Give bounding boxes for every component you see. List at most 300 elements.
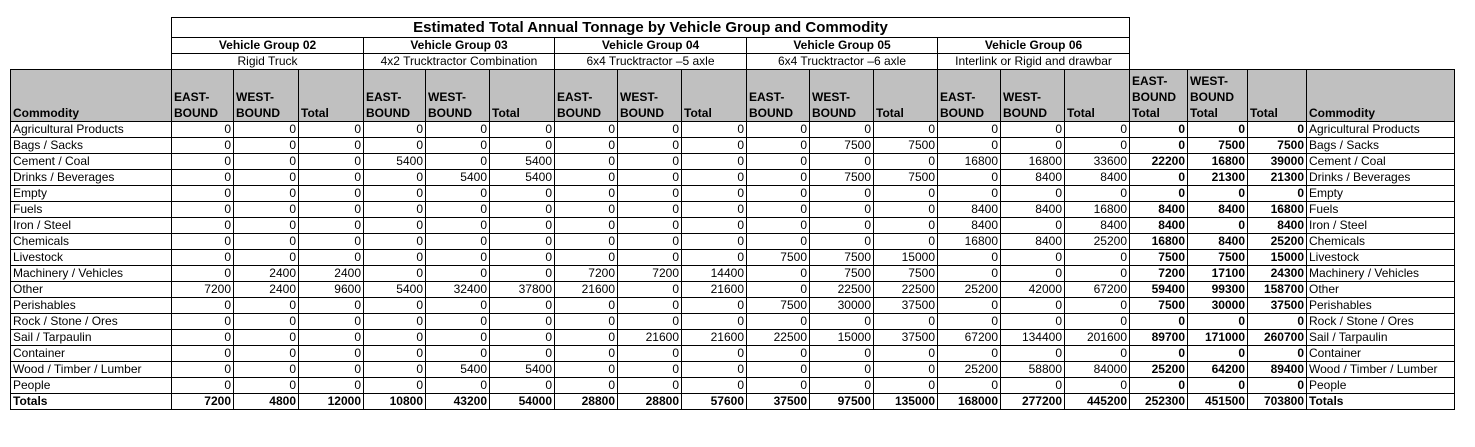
value-cell: 0	[555, 378, 618, 394]
row-total-cell: 15000	[1248, 250, 1307, 266]
value-cell: 0	[810, 234, 874, 250]
value-cell: 15000	[874, 250, 938, 266]
value-cell: 0	[364, 314, 426, 330]
value-cell: 0	[234, 362, 299, 378]
commodity-cell-right: Container	[1307, 346, 1455, 362]
value-cell: 0	[874, 122, 938, 138]
column-total-cell: 10800	[364, 394, 426, 410]
value-cell: 0	[490, 122, 555, 138]
value-cell: 0	[810, 202, 874, 218]
value-cell: 0	[426, 186, 490, 202]
value-cell: 0	[426, 346, 490, 362]
value-cell: 5400	[426, 362, 490, 378]
commodity-cell: Bags / Sacks	[11, 138, 172, 154]
row-total-cell: 7500	[1188, 250, 1248, 266]
vehicle-group-04: Vehicle Group 04	[555, 38, 747, 54]
value-cell: 0	[618, 378, 682, 394]
value-cell: 0	[299, 154, 364, 170]
value-cell: 0	[938, 314, 1001, 330]
row-total-cell: 0	[1188, 122, 1248, 138]
value-cell: 7500	[874, 170, 938, 186]
value-cell: 0	[1001, 346, 1065, 362]
row-total-cell: 0	[1188, 314, 1248, 330]
value-cell: 0	[364, 186, 426, 202]
row-total-cell: 0	[1248, 378, 1307, 394]
table-row	[11, 314, 1455, 330]
header-total: Total	[1065, 70, 1130, 122]
row-total-cell: 0	[1130, 346, 1188, 362]
value-cell: 0	[299, 170, 364, 186]
vehicle-group-05-subtitle: 6x4 Trucktractor –6 axle	[747, 54, 938, 70]
commodity-cell: Cement / Coal	[11, 154, 172, 170]
value-cell: 0	[618, 186, 682, 202]
row-total-cell: 0	[1130, 378, 1188, 394]
commodity-cell-right: Agricultural Products	[1307, 122, 1455, 138]
value-cell: 8400	[1001, 234, 1065, 250]
row-total-cell: 16800	[1248, 202, 1307, 218]
row-total-cell: 0	[1130, 170, 1188, 186]
header-eastbound: EAST-BOUND	[747, 70, 810, 122]
value-cell: 0	[747, 218, 810, 234]
value-cell: 21600	[682, 330, 747, 346]
value-cell: 7200	[618, 266, 682, 282]
value-cell: 0	[426, 138, 490, 154]
commodity-cell-right: Livestock	[1307, 250, 1455, 266]
value-cell: 0	[682, 314, 747, 330]
column-total-cell: 445200	[1065, 394, 1130, 410]
value-cell: 0	[364, 362, 426, 378]
value-cell: 8400	[1001, 170, 1065, 186]
value-cell: 0	[426, 330, 490, 346]
column-total-cell: 277200	[1001, 394, 1065, 410]
value-cell: 0	[299, 122, 364, 138]
row-total-cell: 158700	[1248, 282, 1307, 298]
commodity-cell-right: Other	[1307, 282, 1455, 298]
value-cell: 0	[747, 234, 810, 250]
value-cell: 0	[490, 138, 555, 154]
value-cell: 0	[490, 202, 555, 218]
vehicle-group-02-subtitle: Rigid Truck	[172, 54, 364, 70]
value-cell: 0	[1065, 298, 1130, 314]
commodity-cell-right: Chemicals	[1307, 234, 1455, 250]
value-cell: 0	[747, 202, 810, 218]
value-cell: 0	[747, 378, 810, 394]
value-cell: 8400	[1065, 218, 1130, 234]
commodity-cell: Rock / Stone / Ores	[11, 314, 172, 330]
value-cell: 15000	[810, 330, 874, 346]
row-total-cell: 17100	[1188, 266, 1248, 282]
value-cell: 0	[874, 362, 938, 378]
vehicle-group-06: Vehicle Group 06	[938, 38, 1130, 54]
row-total-cell: 171000	[1188, 330, 1248, 346]
row-total-cell: 0	[1188, 186, 1248, 202]
value-cell: 0	[490, 266, 555, 282]
value-cell: 22500	[747, 330, 810, 346]
value-cell: 134400	[1001, 330, 1065, 346]
table-title: Estimated Total Annual Tonnage by Vehicle Group and Commodity	[172, 18, 1130, 38]
commodity-cell-right: Perishables	[1307, 298, 1455, 314]
column-total-cell: 54000	[490, 394, 555, 410]
value-cell: 0	[426, 202, 490, 218]
vehicle-group-05: Vehicle Group 05	[747, 38, 938, 54]
value-cell: 0	[234, 234, 299, 250]
header-westbound: WEST-BOUND	[810, 70, 874, 122]
table-row	[11, 330, 1455, 346]
column-total-cell: 168000	[938, 394, 1001, 410]
value-cell: 0	[1001, 218, 1065, 234]
value-cell: 0	[618, 154, 682, 170]
value-cell: 0	[618, 250, 682, 266]
value-cell: 0	[234, 218, 299, 234]
column-total-cell: 12000	[299, 394, 364, 410]
table-row	[11, 154, 1455, 170]
value-cell: 0	[810, 362, 874, 378]
value-cell: 0	[682, 154, 747, 170]
value-cell: 7500	[810, 170, 874, 186]
table-row	[11, 218, 1455, 234]
value-cell: 0	[364, 138, 426, 154]
value-cell: 0	[682, 378, 747, 394]
header-total: Total	[682, 70, 747, 122]
commodity-cell-right: Machinery / Vehicles	[1307, 266, 1455, 282]
value-cell: 8400	[938, 202, 1001, 218]
value-cell: 0	[682, 186, 747, 202]
value-cell: 0	[555, 234, 618, 250]
header-eastbound: EAST-BOUND	[172, 70, 234, 122]
column-total-cell: 57600	[682, 394, 747, 410]
value-cell: 67200	[1065, 282, 1130, 298]
value-cell: 0	[938, 138, 1001, 154]
value-cell: 0	[810, 314, 874, 330]
commodity-cell-right: Cement / Coal	[1307, 154, 1455, 170]
row-total-cell: 8400	[1188, 202, 1248, 218]
value-cell: 0	[682, 138, 747, 154]
value-cell: 0	[172, 218, 234, 234]
row-total-cell: 7500	[1188, 138, 1248, 154]
table-row	[11, 266, 1455, 282]
value-cell: 0	[747, 266, 810, 282]
value-cell: 5400	[490, 170, 555, 186]
column-total-cell: 97500	[810, 394, 874, 410]
value-cell: 0	[426, 250, 490, 266]
commodity-cell-right: Empty	[1307, 186, 1455, 202]
value-cell: 0	[172, 154, 234, 170]
value-cell: 0	[364, 250, 426, 266]
vehicle-group-03-subtitle: 4x2 Trucktractor Combination	[364, 54, 555, 70]
value-cell: 0	[618, 314, 682, 330]
value-cell: 0	[555, 186, 618, 202]
row-total-cell: 24300	[1248, 266, 1307, 282]
value-cell: 0	[1065, 122, 1130, 138]
value-cell: 0	[299, 378, 364, 394]
row-total-cell: 8400	[1130, 202, 1188, 218]
value-cell: 16800	[938, 154, 1001, 170]
totals-label-right: Totals	[1307, 394, 1455, 410]
value-cell: 0	[490, 186, 555, 202]
value-cell: 30000	[810, 298, 874, 314]
row-total-cell: 8400	[1130, 218, 1188, 234]
value-cell: 0	[747, 362, 810, 378]
value-cell: 0	[172, 298, 234, 314]
value-cell: 0	[234, 202, 299, 218]
commodity-cell: Chemicals	[11, 234, 172, 250]
commodity-cell-right: People	[1307, 378, 1455, 394]
value-cell: 5400	[364, 154, 426, 170]
value-cell: 0	[1001, 122, 1065, 138]
value-cell: 0	[682, 122, 747, 138]
value-cell: 0	[234, 378, 299, 394]
value-cell: 0	[747, 346, 810, 362]
value-cell: 0	[490, 378, 555, 394]
value-cell: 0	[1001, 314, 1065, 330]
value-cell: 7500	[810, 266, 874, 282]
value-cell: 0	[299, 186, 364, 202]
value-cell: 0	[682, 362, 747, 378]
value-cell: 32400	[426, 282, 490, 298]
value-cell: 33600	[1065, 154, 1130, 170]
value-cell: 2400	[299, 266, 364, 282]
row-total-cell: 0	[1248, 122, 1307, 138]
commodity-cell: Perishables	[11, 298, 172, 314]
row-total-cell: 260700	[1248, 330, 1307, 346]
commodity-cell: Empty	[11, 186, 172, 202]
value-cell: 21600	[618, 330, 682, 346]
value-cell: 0	[172, 122, 234, 138]
table-row	[11, 122, 1455, 138]
table-row	[11, 234, 1455, 250]
value-cell: 8400	[938, 218, 1001, 234]
row-total-cell: 7200	[1130, 266, 1188, 282]
tonnage-table	[10, 17, 1455, 410]
row-total-cell: 37500	[1248, 298, 1307, 314]
value-cell: 0	[299, 330, 364, 346]
value-cell: 0	[364, 346, 426, 362]
commodity-cell: Drinks / Beverages	[11, 170, 172, 186]
value-cell: 0	[938, 378, 1001, 394]
value-cell: 37500	[874, 330, 938, 346]
header-grand-total: Total	[1248, 70, 1307, 122]
value-cell: 0	[747, 138, 810, 154]
table-row	[11, 186, 1455, 202]
column-total-cell: 28800	[618, 394, 682, 410]
value-cell: 0	[426, 378, 490, 394]
header-total: Total	[874, 70, 938, 122]
vehicle-group-02: Vehicle Group 02	[172, 38, 364, 54]
value-cell: 0	[364, 170, 426, 186]
value-cell: 0	[234, 250, 299, 266]
value-cell: 0	[555, 314, 618, 330]
value-cell: 0	[747, 282, 810, 298]
value-cell: 0	[234, 330, 299, 346]
value-cell: 42000	[1001, 282, 1065, 298]
header-eastbound: EAST-BOUND	[555, 70, 618, 122]
value-cell: 0	[426, 266, 490, 282]
vehicle-group-03: Vehicle Group 03	[364, 38, 555, 54]
row-total-cell: 7500	[1248, 138, 1307, 154]
value-cell: 0	[1001, 250, 1065, 266]
table-row	[11, 250, 1455, 266]
commodity-cell: Sail / Tarpaulin	[11, 330, 172, 346]
value-cell: 0	[172, 362, 234, 378]
value-cell: 0	[426, 234, 490, 250]
value-cell: 0	[938, 266, 1001, 282]
commodity-cell: Machinery / Vehicles	[11, 266, 172, 282]
value-cell: 25200	[938, 282, 1001, 298]
value-cell: 0	[299, 250, 364, 266]
commodity-cell-right: Drinks / Beverages	[1307, 170, 1455, 186]
row-total-cell: 0	[1248, 346, 1307, 362]
vehicle-group-04-subtitle: 6x4 Trucktractor –5 axle	[555, 54, 747, 70]
value-cell: 37500	[874, 298, 938, 314]
value-cell: 0	[1001, 138, 1065, 154]
header-total: Total	[490, 70, 555, 122]
value-cell: 0	[172, 234, 234, 250]
value-cell: 0	[172, 202, 234, 218]
value-cell: 0	[555, 362, 618, 378]
table-row	[11, 378, 1455, 394]
header-westbound: WEST-BOUND	[1001, 70, 1065, 122]
value-cell: 25200	[938, 362, 1001, 378]
table-row	[11, 282, 1455, 298]
value-cell: 0	[747, 186, 810, 202]
value-cell: 0	[234, 122, 299, 138]
value-cell: 0	[555, 218, 618, 234]
value-cell: 0	[172, 250, 234, 266]
value-cell: 0	[299, 346, 364, 362]
value-cell: 0	[618, 298, 682, 314]
commodity-cell: Fuels	[11, 202, 172, 218]
value-cell: 0	[747, 170, 810, 186]
value-cell: 37800	[490, 282, 555, 298]
value-cell: 7200	[555, 266, 618, 282]
value-cell: 0	[426, 218, 490, 234]
value-cell: 0	[299, 234, 364, 250]
header-eastbound: EAST-BOUND	[938, 70, 1001, 122]
row-total-cell: 30000	[1188, 298, 1248, 314]
row-total-cell: 39000	[1248, 154, 1307, 170]
value-cell: 0	[1001, 378, 1065, 394]
commodity-cell: Iron / Steel	[11, 218, 172, 234]
header-total: Total	[299, 70, 364, 122]
value-cell: 22500	[810, 282, 874, 298]
value-cell: 0	[618, 170, 682, 186]
table-row	[11, 170, 1455, 186]
value-cell: 0	[682, 170, 747, 186]
value-cell: 16800	[1001, 154, 1065, 170]
commodity-cell-right: Fuels	[1307, 202, 1455, 218]
row-total-cell: 0	[1130, 122, 1188, 138]
value-cell: 0	[874, 154, 938, 170]
value-cell: 0	[234, 314, 299, 330]
header-westbound: WEST-BOUND	[426, 70, 490, 122]
value-cell: 0	[618, 282, 682, 298]
value-cell: 0	[747, 154, 810, 170]
value-cell: 0	[364, 218, 426, 234]
value-cell: 7500	[810, 138, 874, 154]
value-cell: 0	[682, 234, 747, 250]
value-cell: 16800	[938, 234, 1001, 250]
commodity-cell-right: Iron / Steel	[1307, 218, 1455, 234]
value-cell: 7500	[874, 138, 938, 154]
value-cell: 0	[682, 202, 747, 218]
value-cell: 0	[810, 122, 874, 138]
column-total-cell: 28800	[555, 394, 618, 410]
header-commodity: Commodity	[11, 70, 172, 122]
commodity-cell: People	[11, 378, 172, 394]
value-cell: 0	[1065, 186, 1130, 202]
value-cell: 0	[364, 330, 426, 346]
row-total-cell: 99300	[1188, 282, 1248, 298]
row-total-cell: 0	[1188, 346, 1248, 362]
value-cell: 0	[172, 186, 234, 202]
row-total-cell: 21300	[1248, 170, 1307, 186]
value-cell: 0	[364, 378, 426, 394]
value-cell: 0	[747, 122, 810, 138]
value-cell: 7200	[172, 282, 234, 298]
value-cell: 0	[1065, 314, 1130, 330]
row-total-cell: 25200	[1248, 234, 1307, 250]
value-cell: 8400	[1065, 170, 1130, 186]
value-cell: 0	[682, 218, 747, 234]
value-cell: 0	[364, 122, 426, 138]
row-total-cell: 0	[1188, 218, 1248, 234]
value-cell: 0	[810, 186, 874, 202]
value-cell: 0	[555, 250, 618, 266]
value-cell: 0	[490, 298, 555, 314]
value-cell: 0	[1065, 266, 1130, 282]
value-cell: 0	[874, 218, 938, 234]
row-total-cell: 25200	[1130, 362, 1188, 378]
value-cell: 0	[426, 154, 490, 170]
value-cell: 0	[938, 122, 1001, 138]
value-cell: 0	[682, 346, 747, 362]
value-cell: 2400	[234, 266, 299, 282]
value-cell: 0	[938, 346, 1001, 362]
value-cell: 0	[874, 234, 938, 250]
value-cell: 0	[299, 202, 364, 218]
value-cell: 0	[364, 202, 426, 218]
row-total-cell: 8400	[1188, 234, 1248, 250]
value-cell: 0	[172, 330, 234, 346]
vehicle-group-06-subtitle: Interlink or Rigid and drawbar	[938, 54, 1130, 70]
value-cell: 14400	[682, 266, 747, 282]
row-total-cell: 16800	[1130, 234, 1188, 250]
value-cell: 5400	[426, 170, 490, 186]
value-cell: 0	[364, 266, 426, 282]
value-cell: 7500	[747, 250, 810, 266]
value-cell: 0	[172, 138, 234, 154]
row-total-cell: 0	[1130, 314, 1188, 330]
value-cell: 0	[299, 298, 364, 314]
value-cell: 0	[490, 218, 555, 234]
totals-row	[11, 394, 1455, 410]
row-total-cell: 7500	[1130, 298, 1188, 314]
value-cell: 0	[1065, 346, 1130, 362]
value-cell: 2400	[234, 282, 299, 298]
value-cell: 0	[555, 138, 618, 154]
value-cell: 0	[1065, 138, 1130, 154]
column-total-cell: 135000	[874, 394, 938, 410]
value-cell: 0	[234, 170, 299, 186]
value-cell: 0	[299, 362, 364, 378]
value-cell: 7500	[874, 266, 938, 282]
value-cell: 9600	[299, 282, 364, 298]
column-total-cell: 4800	[234, 394, 299, 410]
value-cell: 0	[618, 202, 682, 218]
value-cell: 0	[810, 218, 874, 234]
row-total-cell: 0	[1130, 186, 1188, 202]
commodity-cell-right: Bags / Sacks	[1307, 138, 1455, 154]
